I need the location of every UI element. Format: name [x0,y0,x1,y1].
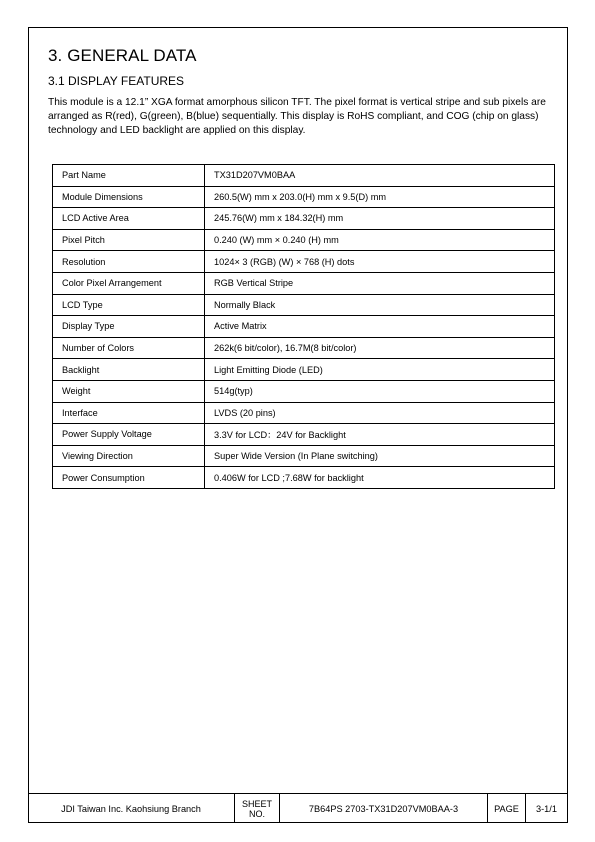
spec-row [53,229,555,251]
footer [28,793,568,823]
spec-row [53,445,555,467]
spec-row [53,186,555,208]
spec-value: Normally Black [205,294,555,316]
spec-row [53,294,555,316]
footer-sheet-no-label [235,794,279,823]
spec-value: TX31D207VM0BAA [205,165,555,187]
spec-row [53,165,555,187]
spec-label: Backlight [53,359,205,381]
spec-value: Active Matrix [205,316,555,338]
spec-label: Number of Colors [53,337,205,359]
spec-label: LCD Type [53,294,205,316]
spec-label: Weight [53,380,205,402]
spec-table-body [53,165,555,489]
footer-page-label: PAGE [494,803,519,814]
spec-label: Resolution [53,251,205,273]
spec-row [53,467,555,489]
footer-company: JDI Taiwan Inc. Kaohsiung Branch [61,803,201,814]
intro-paragraph: This module is a 12.1” XGA format amorphous silicon TFT. The pixel format is vertical stripe and sub pixels are arranged as R(red), G(green), B(blue) sequentially. This display is RoHS compliant, and COG (chip on glass) technology and LED backlight are applied on this display. [48,97,546,136]
spec-label: Pixel Pitch [53,229,205,251]
spec-row [53,337,555,359]
spec-label: Viewing Direction [53,445,205,467]
spec-row [53,359,555,381]
spec-label: Power Supply Voltage [53,424,205,446]
spec-label: Color Pixel Arrangement [53,272,205,294]
spec-row [53,380,555,402]
spec-label: Interface [53,402,205,424]
spec-value: Super Wide Version (In Plane switching) [205,445,555,467]
spec-table [52,164,555,489]
section-title: 3. GENERAL DATA [48,46,197,65]
spec-label: Display Type [53,316,205,338]
spec-label: Module Dimensions [53,186,205,208]
spec-value: 260.5(W) mm x 203.0(H) mm x 9.5(D) mm [205,186,555,208]
spec-label: Power Consumption [53,467,205,489]
spec-value: 514g(typ) [205,380,555,402]
footer-doc-number: 7B64PS 2703-TX31D207VM0BAA-3 [308,803,459,814]
spec-value: 245.76(W) mm x 184.32(H) mm [205,208,555,230]
spec-label: LCD Active Area [53,208,205,230]
spec-value: 1024× 3 (RGB) (W) × 768 (H) dots [205,251,555,273]
spec-value: 0.406W for LCD ;7.68W for backlight [205,467,555,489]
spec-value: LVDS (20 pins) [205,402,555,424]
footer-page-value: 3-1/1 [536,803,557,814]
footer-sheet-label: SHEET [241,798,272,809]
spec-row [53,272,555,294]
spec-label: Part Name [53,165,205,187]
spec-value: RGB Vertical Stripe [205,272,555,294]
spec-row [53,251,555,273]
spec-value: 262k(6 bit/color), 16.7M(8 bit/color) [205,337,555,359]
spec-value: 0.240 (W) mm × 0.240 (H) mm [205,229,555,251]
spec-row [53,316,555,338]
spec-value: Light Emitting Diode (LED) [205,359,555,381]
spec-row [53,208,555,230]
subsection-title: 3.1 DISPLAY FEATURES [48,74,185,88]
spec-row [53,424,555,446]
spec-value: 3.3V for LCD：24V for Backlight [205,424,555,446]
spec-row [53,402,555,424]
footer-no-label: NO. [248,808,265,819]
